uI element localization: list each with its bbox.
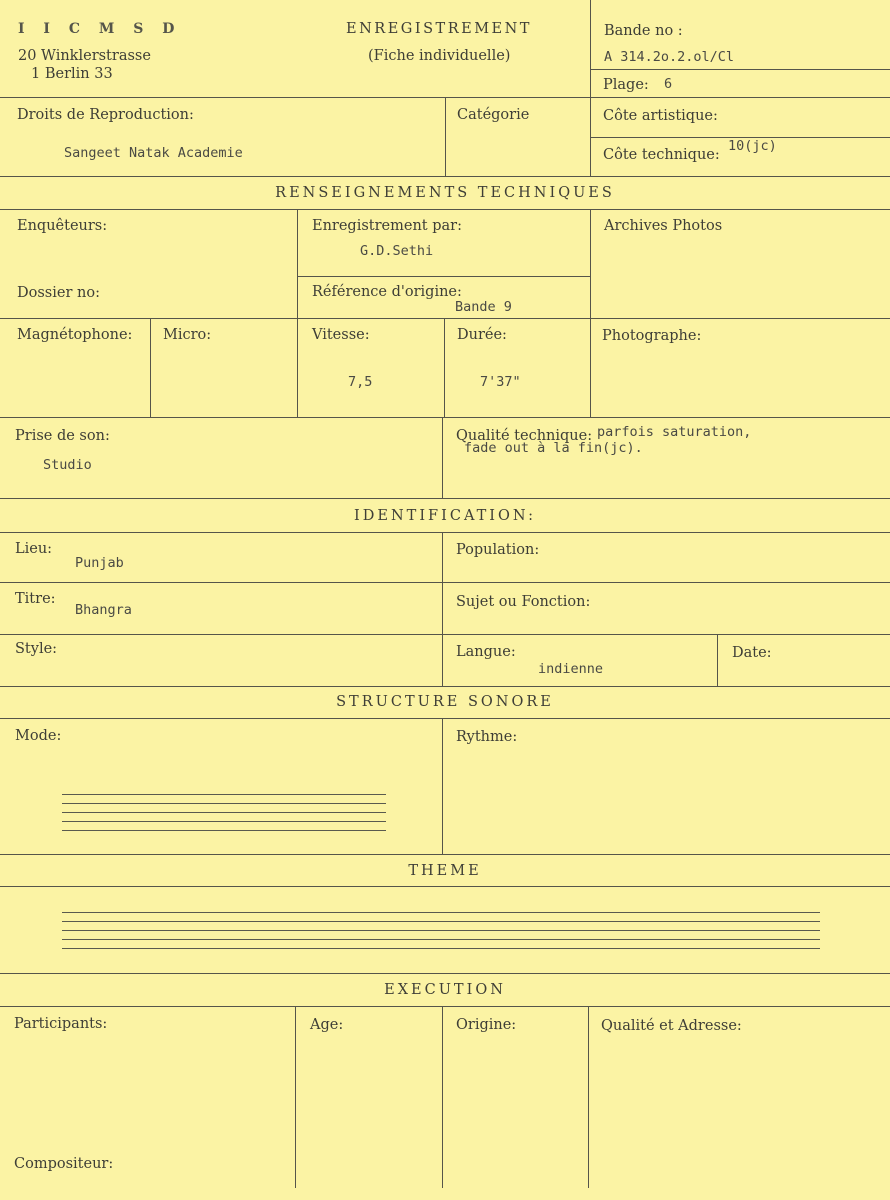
sujet-fonction-label: Sujet ou Fonction:	[456, 594, 591, 610]
rule-ident-title-bottom	[0, 532, 890, 533]
rule-structure-bottom	[0, 854, 890, 855]
lieu-value: Punjab	[75, 555, 124, 571]
mode-line-5	[62, 830, 386, 831]
age-label: Age:	[310, 1017, 344, 1033]
rule-rights-bottom	[0, 176, 890, 177]
archives-photos-label: Archives Photos	[604, 218, 723, 234]
langue-label: Langue:	[456, 644, 516, 660]
theme-line-3	[62, 930, 820, 931]
magnetophone-label: Magnétophone:	[17, 327, 133, 343]
langue-value: indienne	[538, 661, 604, 677]
address-city: 1 Berlin 33	[31, 66, 113, 82]
enregistrement-par-value: G.D.Sethi	[360, 243, 434, 259]
qualite-technique-label: Qualité technique:	[456, 428, 593, 444]
rule-tech-row1-bottom	[0, 318, 890, 319]
rule-structure-title-bottom	[0, 718, 890, 719]
droits-value: Sangeet Natak Academie	[64, 145, 243, 161]
categorie-label: Catégorie	[457, 107, 530, 123]
card-subtitle: (Fiche individuelle)	[368, 48, 511, 64]
qualite-technique-value-2: fade out à la fin(jc).	[464, 440, 643, 456]
micro-label: Micro:	[163, 327, 212, 343]
population-label: Population:	[456, 542, 540, 558]
theme-line-5	[62, 948, 820, 949]
rule-tech-col2	[297, 209, 298, 417]
titre-value: Bhangra	[75, 602, 132, 618]
rule-tech-bottom	[0, 498, 890, 499]
rule-categorie-left	[445, 97, 446, 176]
reference-label: Référence d'origine:	[312, 284, 462, 300]
qualite-technique-value-1: parfois saturation,	[597, 424, 752, 440]
theme-line-4	[62, 939, 820, 940]
rule-exec-title-bottom	[0, 1006, 890, 1007]
rule-structure-middle	[442, 718, 443, 854]
photographe-label: Photographe:	[602, 328, 702, 344]
section-structure-sonore: STRUCTURE SONORE	[336, 694, 554, 710]
section-theme: THEME	[408, 863, 482, 879]
cote-technique-label: Côte technique:	[603, 147, 720, 163]
rule-micro-left	[150, 318, 151, 417]
org-logo: I I C M S D	[18, 21, 182, 37]
lieu-label: Lieu:	[15, 541, 53, 557]
address-street: 20 Winklerstrasse	[18, 48, 151, 64]
section-identification: IDENTIFICATION:	[354, 508, 536, 524]
rule-age-left	[295, 1006, 296, 1188]
participants-label: Participants:	[14, 1016, 108, 1032]
duree-value: 7'37"	[480, 374, 521, 390]
rule-reference-top	[297, 276, 590, 277]
rule-ident-row2	[0, 634, 890, 635]
rule-header-right	[590, 0, 591, 176]
mode-line-3	[62, 812, 386, 813]
rule-duree-left	[444, 318, 445, 417]
rule-qualite-adresse-left	[588, 1006, 589, 1188]
section-renseignements: RENSEIGNEMENTS TECHNIQUES	[275, 185, 615, 201]
rule-ident-row1	[0, 582, 890, 583]
vitesse-label: Vitesse:	[312, 327, 370, 343]
theme-line-1	[62, 912, 820, 913]
rule-bande-plage	[590, 69, 890, 70]
mode-line-2	[62, 803, 386, 804]
mode-line-1	[62, 794, 386, 795]
dossier-label: Dossier no:	[17, 285, 100, 301]
rule-date-left	[717, 634, 718, 686]
plage-value: 6	[664, 76, 673, 92]
duree-label: Durée:	[457, 327, 507, 343]
reference-value: Bande 9	[455, 299, 512, 315]
titre-label: Titre:	[15, 591, 56, 607]
qualite-adresse-label: Qualité et Adresse:	[601, 1018, 742, 1034]
mode-label: Mode:	[15, 728, 62, 744]
rule-tech-col4	[590, 209, 591, 417]
bande-label: Bande no :	[604, 23, 683, 39]
rule-theme-bottom	[0, 973, 890, 974]
rule-qualite-left	[442, 417, 443, 498]
cote-technique-value: 10(jc)	[728, 138, 777, 154]
rule-tech-row2-bottom	[0, 417, 890, 418]
enqueteurs-label: Enquêteurs:	[17, 218, 108, 234]
theme-line-2	[62, 921, 820, 922]
rule-origine-left	[442, 1006, 443, 1188]
droits-label: Droits de Reproduction:	[17, 107, 194, 123]
enregistrement-par-label: Enregistrement par:	[312, 218, 462, 234]
date-label: Date:	[732, 645, 772, 661]
compositeur-label: Compositeur:	[14, 1156, 114, 1172]
rule-tech-title-bottom	[0, 209, 890, 210]
rule-ident-bottom	[0, 686, 890, 687]
section-execution: EXECUTION	[384, 982, 506, 998]
vitesse-value: 7,5	[348, 374, 373, 390]
rule-ident-middle	[442, 532, 443, 686]
origine-label: Origine:	[456, 1017, 517, 1033]
prise-de-son-label: Prise de son:	[15, 428, 110, 444]
plage-label: Plage:	[603, 77, 649, 93]
bande-value: A 314.2o.2.ol/Cl	[604, 49, 735, 65]
prise-de-son-value: Studio	[43, 457, 92, 473]
rule-theme-title-bottom	[0, 886, 890, 887]
rythme-label: Rythme:	[456, 729, 518, 745]
cote-artistique-label: Côte artistique:	[603, 108, 718, 124]
card-title: ENREGISTREMENT	[346, 21, 532, 37]
mode-line-4	[62, 821, 386, 822]
style-label: Style:	[15, 641, 58, 657]
